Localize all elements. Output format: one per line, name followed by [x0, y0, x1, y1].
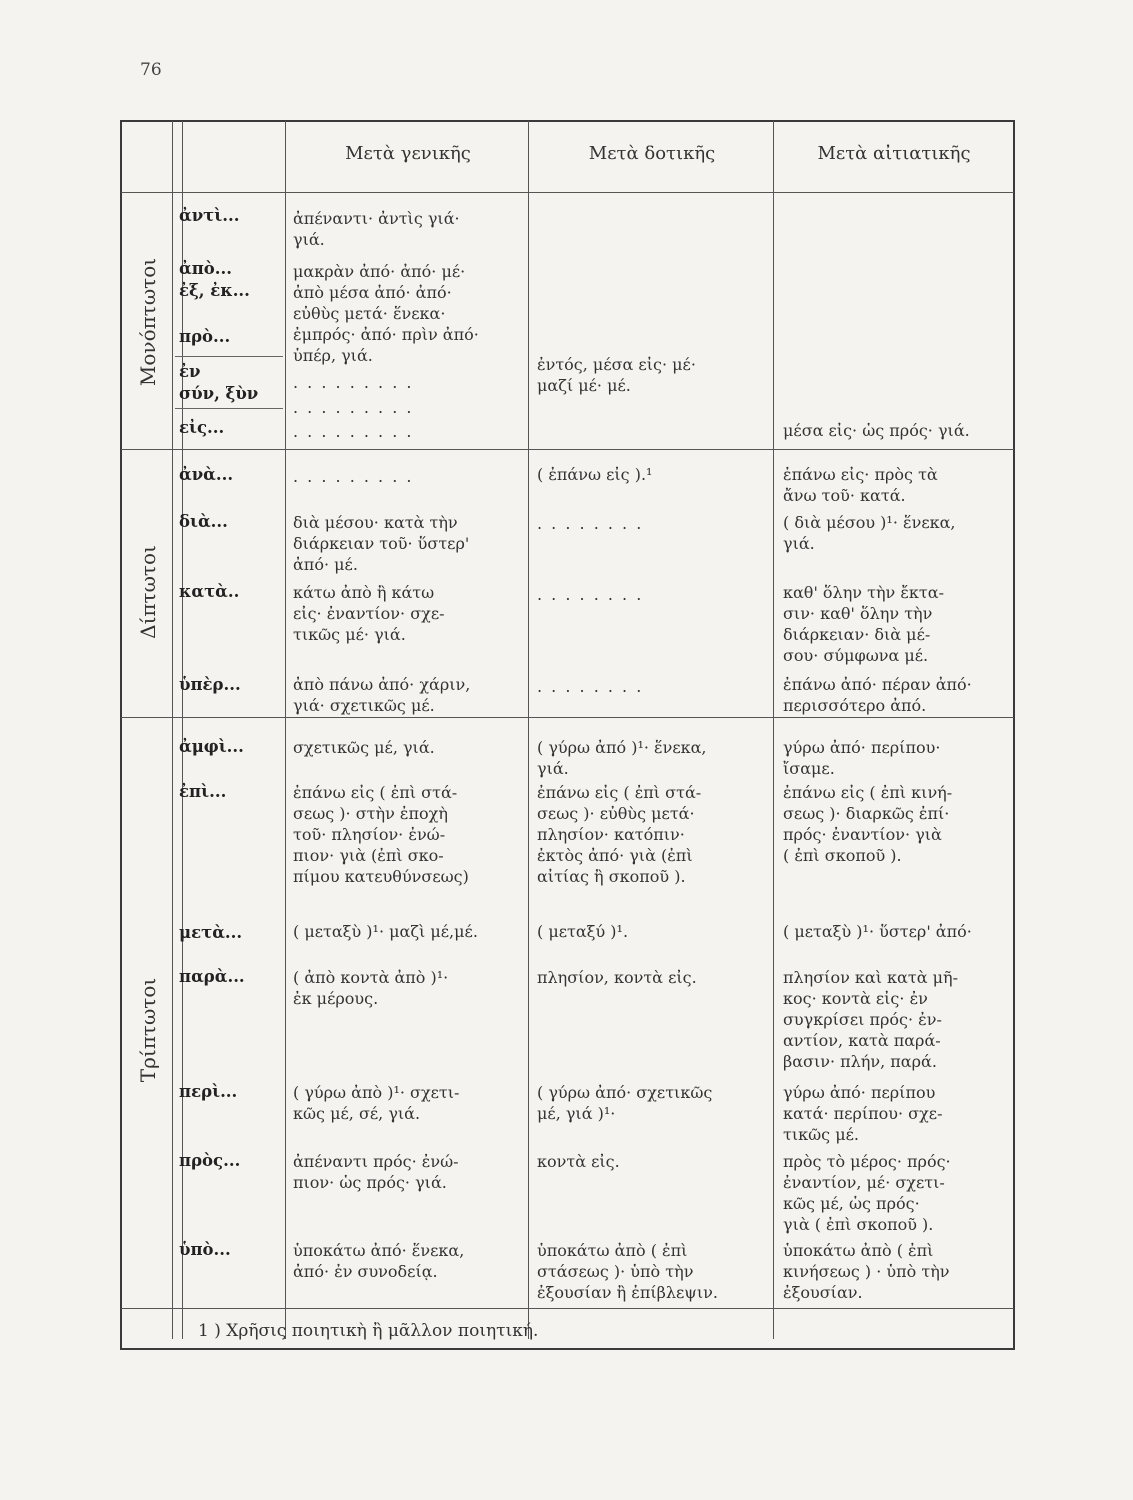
genitive-cell: . . . . . . . . . [293, 422, 414, 441]
preposition-label: περὶ... [179, 1082, 238, 1101]
genitive-cell: ( ἀπὸ κοντὰ ἀπὸ )¹· ἐκ μέρους. [293, 968, 449, 1008]
group-label-diptotoi: Δίπτωτοι [136, 545, 160, 639]
dative-cell: ( γύρω ἀπό )¹· ἕνεκα, γιά. [537, 738, 707, 778]
accusative-cell: ἐπάνω εἰς· πρὸς τὰ ἄνω τοῦ· κατά. [783, 465, 938, 505]
preposition-label: μετὰ... [179, 923, 243, 942]
preposition-label: ἀντὶ... [179, 206, 240, 225]
accusative-cell: γύρω ἀπό· περίπου κατά· περίπου· σχε- τικῶς μέ. [783, 1083, 943, 1144]
accusative-cell: ἐπάνω εἰς ( ἐπὶ κινή- σεως )· διαρκῶς ἐπί· πρός· ἐναντίον· γιὰ ( ἐπὶ σκοποῦ ). [783, 783, 953, 865]
genitive-cell: ( μεταξὺ )¹· μαζὶ μέ,μέ. [293, 922, 478, 941]
genitive-cell: μακρὰν ἀπό· ἀπό· μέ· [293, 262, 466, 281]
genitive-cell: κάτω ἀπὸ ἢ κάτω εἰς· ἐναντίον· σχε- τικῶς μέ· γιά. [293, 583, 445, 644]
dative-cell: . . . . . . . . [537, 514, 644, 533]
preposition-label: σύν, ξὺν [179, 384, 259, 403]
preposition-label: κατὰ.. [179, 582, 240, 601]
accusative-cell: ἐπάνω ἀπό· πέραν ἀπό· περισσότερο ἀπό. [783, 675, 972, 715]
genitive-cell: ἀπὸ μέσα ἀπό· ἀπό· εὐθὺς μετά· ἕνεκα· [293, 283, 452, 323]
genitive-cell: ἀπὸ πάνω ἀπό· χάριν, γιά· σχετικῶς μέ. [293, 675, 471, 715]
preposition-label: εἰς... [179, 418, 225, 437]
header-divider [121, 192, 1014, 193]
divider [175, 408, 283, 409]
divider [773, 121, 774, 1339]
genitive-cell: ( γύρω ἀπὸ )¹· σχετι- κῶς μέ, σέ, γιά. [293, 1083, 460, 1123]
preposition-label: ὑπὸ... [179, 1240, 231, 1259]
genitive-cell: ὑποκάτω ἀπό· ἕνεκα, ἀπό· ἐν συνοδείᾳ. [293, 1241, 465, 1281]
group-label-monoptotoi: Μονόπτωτοι [136, 257, 160, 387]
genitive-cell: . . . . . . . . . [293, 398, 414, 417]
group-label-triptotoi: Τρίπτωτοι [136, 977, 160, 1083]
genitive-cell: . . . . . . . . . [293, 467, 414, 486]
genitive-cell: σχετικῶς μέ, γιά. [293, 738, 435, 757]
header-accusative: Μετὰ αἰτιατικῆς [817, 143, 971, 164]
genitive-cell: διὰ μέσου· κατὰ τὴν διάρκειαν τοῦ· ὕστερ' ἀπό· μέ. [293, 513, 470, 574]
divider [285, 121, 286, 1339]
accusative-cell: καθ' ὅλην τὴν ἔκτα- σιν· καθ' ὅλην τὴν διάρκειαν· διὰ μέ- σου· σύμφωνα μέ. [783, 583, 944, 665]
dative-cell: ( μεταξύ )¹. [537, 922, 629, 941]
accusative-cell: ( μεταξὺ )¹· ὕστερ' ἀπό· [783, 922, 972, 941]
genitive-cell: ἐπάνω εἰς ( ἐπὶ στά- σεως )· στὴν ἐποχὴ τοῦ· πλησίον· ἐνώ- πιον· γιὰ (ἐπὶ σκο- πίμου κατευθύνσεως) [293, 783, 469, 886]
dative-cell: ( γύρω ἀπό· σχετικῶς μέ, γιά )¹· [537, 1083, 713, 1123]
footnote: 1 ) Χρῆσις ποιητικὴ ἢ μᾶλλον ποιητική. [198, 1321, 539, 1341]
preposition-label: ἐπὶ... [179, 782, 227, 801]
preposition-label: ἐν [179, 362, 201, 381]
preposition-label: ἀμφὶ... [179, 737, 244, 756]
accusative-cell: ( διὰ μέσου )¹· ἕνεκα, γιά. [783, 513, 956, 553]
dative-cell: ὑποκάτω ἀπὸ ( ἐπὶ στάσεως )· ὑπὸ τὴν ἐξουσίαν ἢ ἐπίβλεψιν. [537, 1241, 718, 1302]
divider [528, 121, 529, 1339]
dative-cell: ἐπάνω εἰς ( ἐπὶ στά- σεως )· εὐθὺς μετά· πλησίον· κατόπιν· ἐκτὸς ἀπό· γιὰ (ἐπὶ αἰτίας ἢ σκοποῦ ). [537, 783, 702, 886]
preposition-label: πρὸ... [179, 327, 231, 346]
header-dative: Μετὰ δοτικῆς [588, 143, 716, 164]
preposition-label: πρὸς... [179, 1151, 241, 1170]
dative-cell: . . . . . . . . [537, 585, 644, 604]
accusative-cell: ὑποκάτω ἀπὸ ( ἐπὶ κινήσεως ) · ὑπὸ τὴν ἐξουσίαν. [783, 1241, 950, 1302]
preposition-label: ἀπὸ... [179, 259, 233, 278]
genitive-cell: ἀπέναντι πρός· ἐνώ- πιον· ὡς πρός· γιά. [293, 1152, 459, 1192]
preposition-label: διὰ... [179, 512, 228, 531]
dative-cell: κοντὰ εἰς. [537, 1152, 620, 1171]
dative-cell: . . . . . . . . [537, 677, 644, 696]
page-number: 76 [140, 60, 162, 80]
genitive-cell: ἐμπρός· ἀπό· πρὶν ἀπό· ὑπέρ, γιά. [293, 325, 479, 365]
accusative-cell: πρὸς τὸ μέρος· πρός· ἐναντίον, μέ· σχετι- κῶς μέ, ὡς πρός· γιὰ ( ἐπὶ σκοποῦ ). [783, 1152, 951, 1234]
preposition-label: παρὰ... [179, 967, 245, 986]
dative-cell: ( ἐπάνω εἰς ).¹ [537, 465, 653, 484]
group-divider [121, 449, 1014, 450]
accusative-cell: μέσα εἰς· ὡς πρός· γιά. [783, 421, 970, 440]
dative-cell: πλησίον, κοντὰ εἰς. [537, 968, 697, 987]
preposition-label: ἀνὰ... [179, 465, 234, 484]
genitive-cell: . . . . . . . . . [293, 373, 414, 392]
accusative-cell: πλησίον καὶ κατὰ μῆ- κος· κοντὰ εἰς· ἐν συγκρίσει πρός· ἐν- αντίον, κατὰ παρά- βασιν· πλήν, παρά. [783, 968, 958, 1071]
genitive-cell: ἀπέναντι· ἀντὶς γιά· γιά. [293, 209, 460, 249]
header-genitive: Μετὰ γενικῆς [345, 143, 471, 164]
divider [175, 356, 283, 357]
group-divider [121, 717, 1014, 718]
preposition-label: ὑπὲρ... [179, 675, 241, 694]
accusative-cell: γύρω ἀπό· περίπου· ἴσαμε. [783, 738, 941, 778]
preposition-label: ἐξ, ἐκ... [179, 281, 250, 300]
footnote-divider [121, 1308, 1014, 1309]
divider [172, 121, 173, 1339]
dative-cell: ἐντός, μέσα εἰς· μέ· μαζί μέ· μέ. [537, 355, 696, 395]
